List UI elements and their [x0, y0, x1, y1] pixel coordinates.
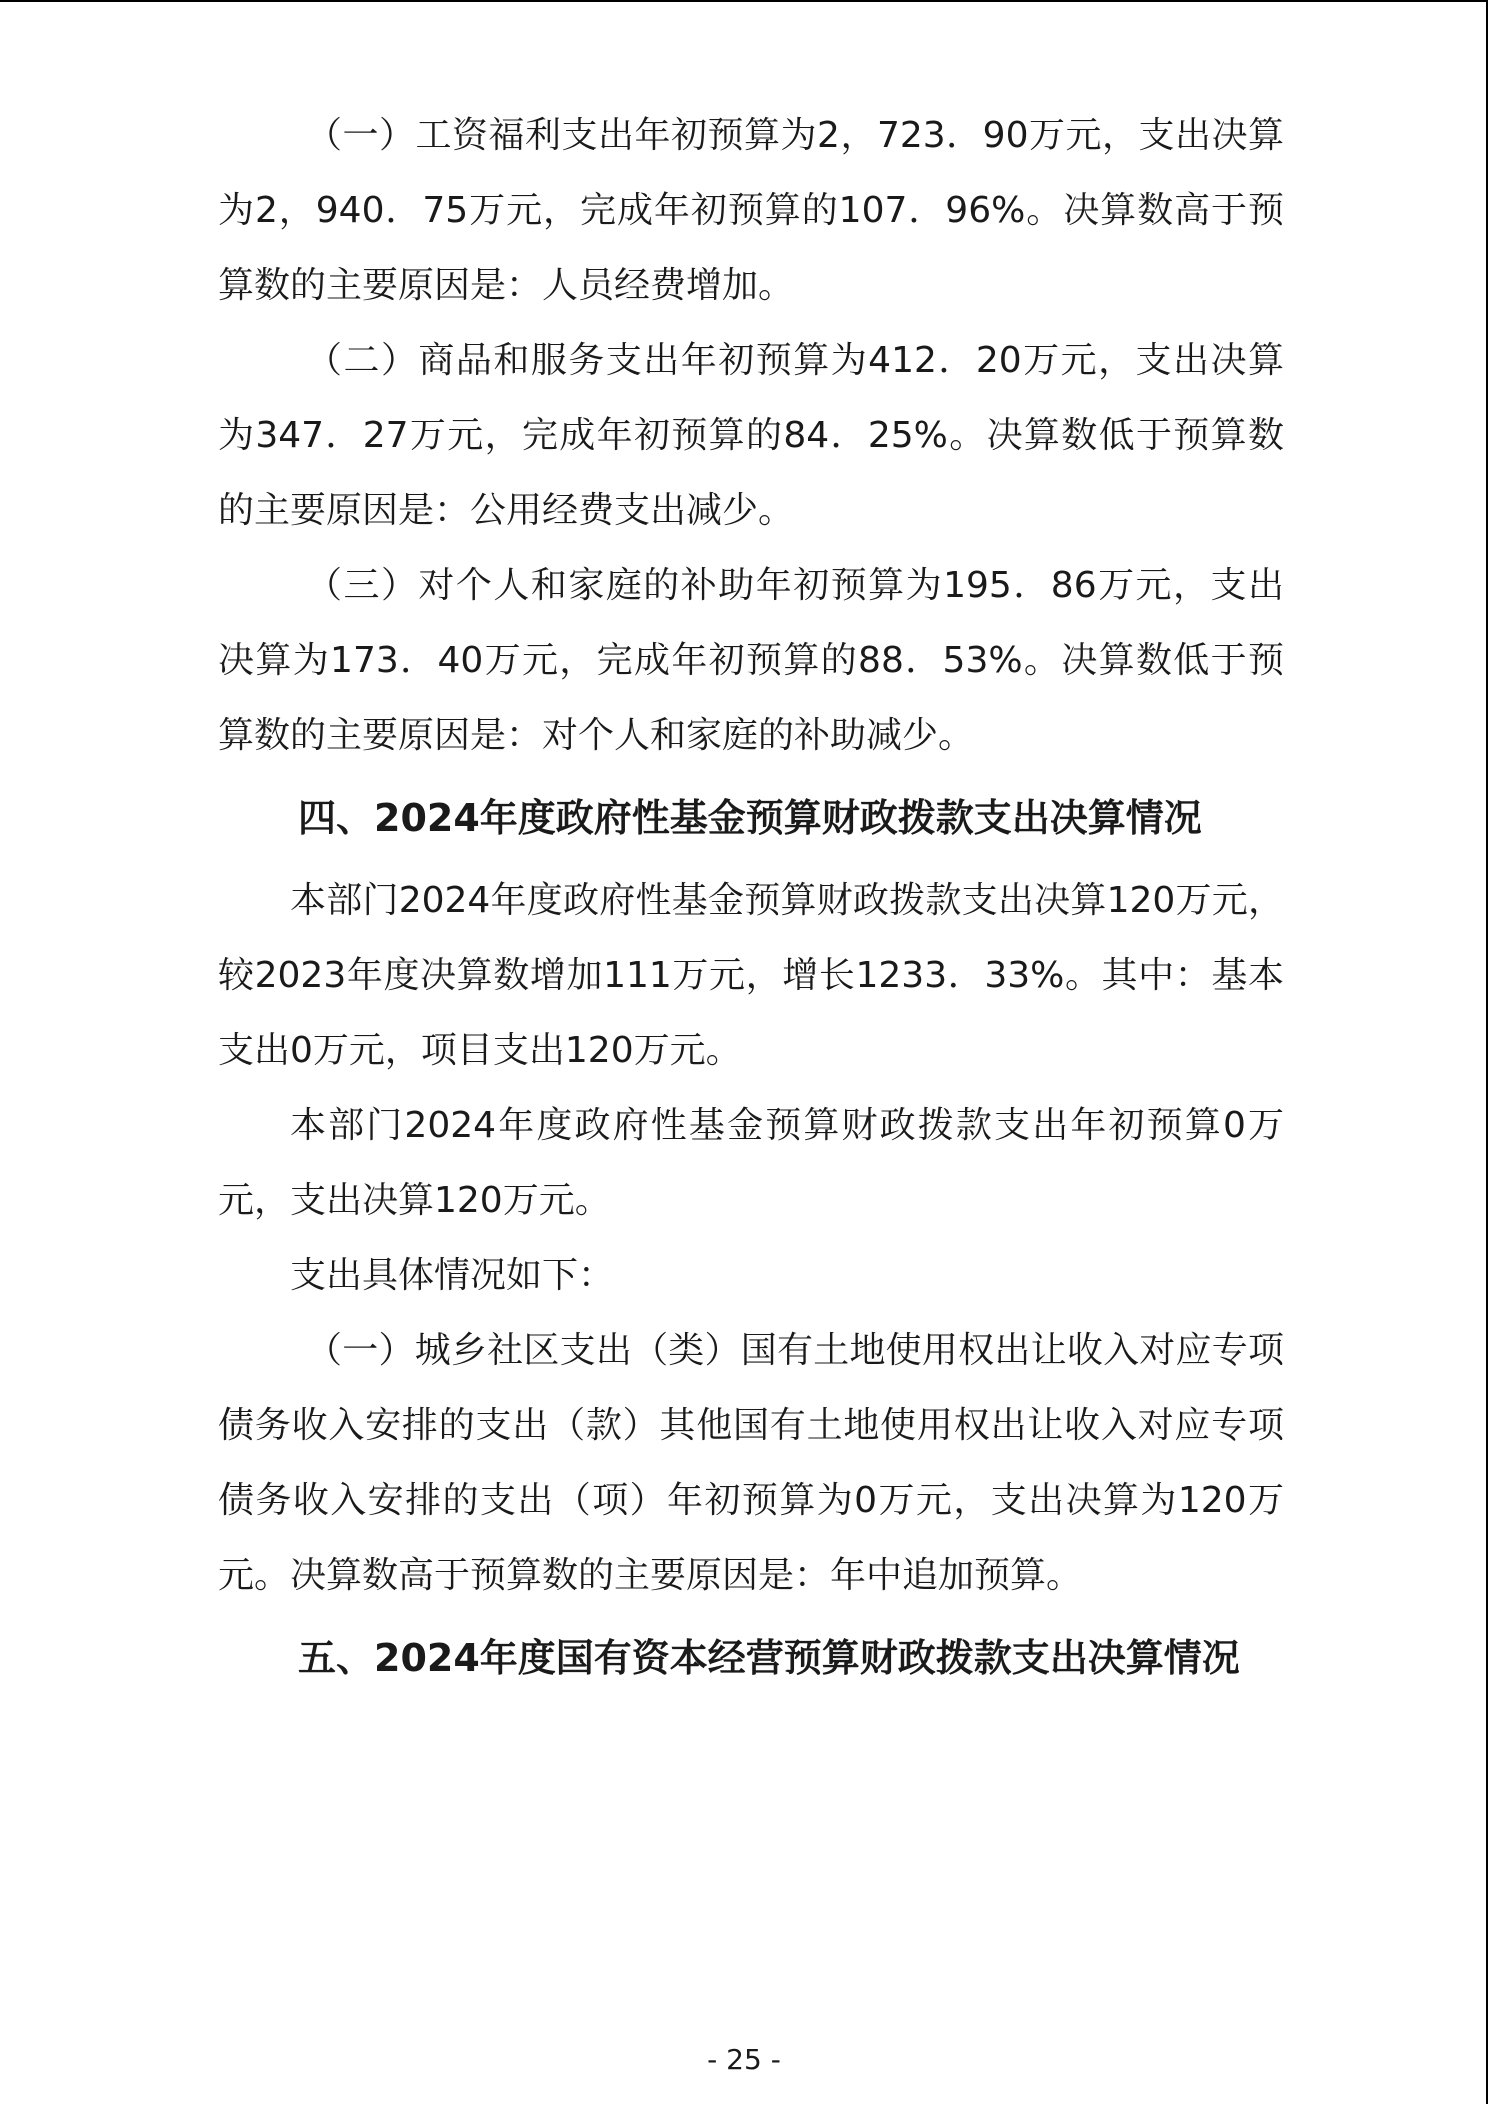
paragraph-urban-rural-expenditure: （一）城乡社区支出（类）国有土地使用权出让收入对应专项债务收入安排的支出（款）其他国有土地使用权出让收入对应专项债务收入安排的支出（项）年初预算为0万元，支出决算为120万元。决算数高于预算数的主要原因是：年中追加预算。 — [218, 1330, 1284, 1596]
page-number: - 25 - — [707, 2043, 781, 2076]
section-heading-four: 四、2024年度政府性基金预算财政拨款支出决算情况 — [298, 796, 1202, 840]
paragraph-fund-budget-initial: 本部门2024年度政府性基金预算财政拨款支出年初预算0万元，支出决算120万元。 — [218, 1105, 1284, 1221]
paragraph-goods-services: （二）商品和服务支出年初预算为412．20万元，支出决算为347．27万元，完成年初预算的84．25%。决算数低于预算数的主要原因是：公用经费支出减少。 — [218, 340, 1284, 531]
top-border-line — [0, 0, 1488, 2]
paragraph-wage-welfare: （一）工资福利支出年初预算为2，723．90万元，支出决算为2，940．75万元，完成年初预算的107．96%。决算数高于预算数的主要原因是：人员经费增加。 — [218, 115, 1284, 306]
paragraph-fund-budget-summary: 本部门2024年度政府性基金预算财政拨款支出决算120万元，较2023年度决算数增加111万元，增长1233．33%。其中：基本支出0万元，项目支出120万元。 — [218, 880, 1284, 1071]
section-heading-five: 五、2024年度国有资本经营预算财政拨款支出决算情况 — [298, 1636, 1240, 1680]
document-body — [218, 98, 1284, 1703]
paragraph-details-intro: 支出具体情况如下： — [290, 1255, 615, 1296]
paragraph-personal-family-subsidy: （三）对个人和家庭的补助年初预算为195．86万元，支出决算为173．40万元，完成年初预算的88．53%。决算数低于预算数的主要原因是：对个人和家庭的补助减少。 — [218, 565, 1284, 756]
